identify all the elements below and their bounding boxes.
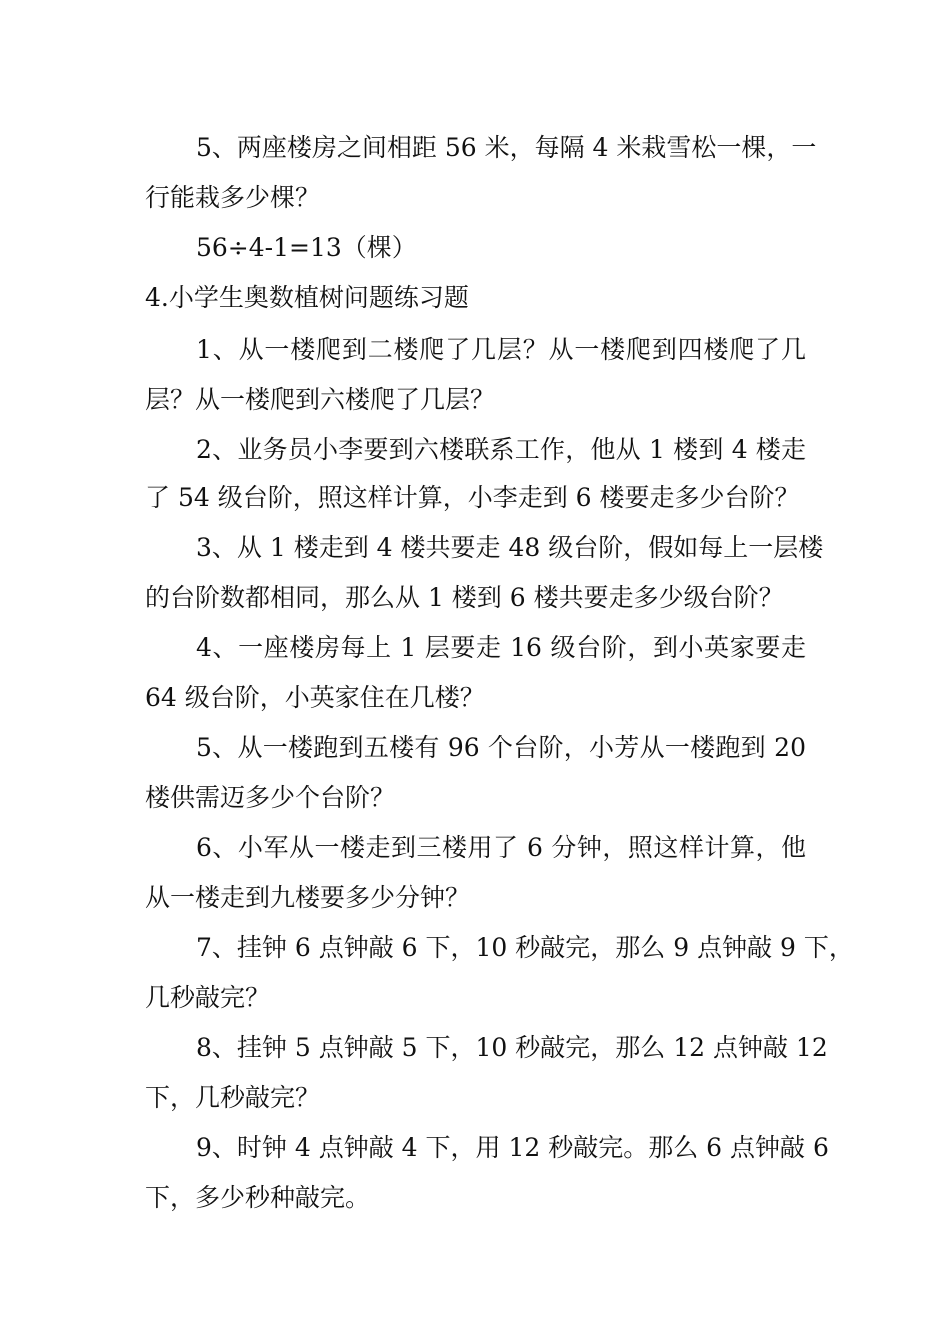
- exercise-3-line-1: 3、从 1 楼走到 4 楼共要走 48 级台阶，假如每上一层楼: [196, 533, 824, 562]
- exercise-9-line-2: 下，多少秒种敲完。: [145, 1183, 371, 1212]
- exercise-2-line-1: 2、业务员小李要到六楼联系工作，他从 1 楼到 4 楼走: [196, 435, 806, 464]
- exercise-7-line-1: 7、挂钟 6 点钟敲 6 下，10 秒敲完，那么 9 点钟敲 9 下，: [196, 933, 854, 962]
- exercise-6-line-1: 6、小军从一楼走到三楼用了 6 分钟，照这样计算，他: [196, 833, 806, 862]
- exercise-4-line-2: 64 级台阶，小英家住在几楼？: [145, 683, 485, 712]
- section-heading: 4.小学生奥数植树问题练习题: [145, 283, 469, 312]
- exercise-5-line-1: 5、从一楼跑到五楼有 96 个台阶，小芳从一楼跑到 20: [196, 733, 806, 762]
- exercise-8-line-1: 8、挂钟 5 点钟敲 5 下，10 秒敲完，那么 12 点钟敲 12: [196, 1033, 828, 1062]
- exercise-9-line-1: 9、时钟 4 点钟敲 4 下，用 12 秒敲完。那么 6 点钟敲 6: [196, 1133, 829, 1162]
- exercise-4-line-1: 4、一座楼房每上 1 层要走 16 级台阶，到小英家要走: [196, 633, 806, 662]
- exercise-6-line-2: 从一楼走到九楼要多少分钟？: [145, 883, 471, 912]
- exercise-7-line-2: 几秒敲完？: [145, 983, 271, 1012]
- problem-5-line-1: 5、两座楼房之间相距 56 米，每隔 4 米栽雪松一棵，一: [196, 133, 817, 162]
- exercise-1-line-1: 1、从一楼爬到二楼爬了几层？从一楼爬到四楼爬了几: [196, 335, 806, 364]
- exercise-5-line-2: 楼供需迈多少个台阶？: [145, 783, 396, 812]
- exercise-8-line-2: 下，几秒敲完？: [145, 1083, 321, 1112]
- problem-5-line-2: 行能栽多少棵？: [145, 183, 321, 212]
- problem-5-answer: 56÷4-1=13（棵）: [196, 233, 417, 262]
- exercise-2-line-2: 了 54 级台阶，照这样计算，小李走到 6 楼要走多少台阶？: [145, 483, 800, 512]
- exercise-1-line-2: 层？从一楼爬到六楼爬了几层？: [145, 385, 496, 414]
- exercise-3-line-2: 的台阶数都相同，那么从 1 楼到 6 楼共要走多少级台阶？: [145, 583, 784, 612]
